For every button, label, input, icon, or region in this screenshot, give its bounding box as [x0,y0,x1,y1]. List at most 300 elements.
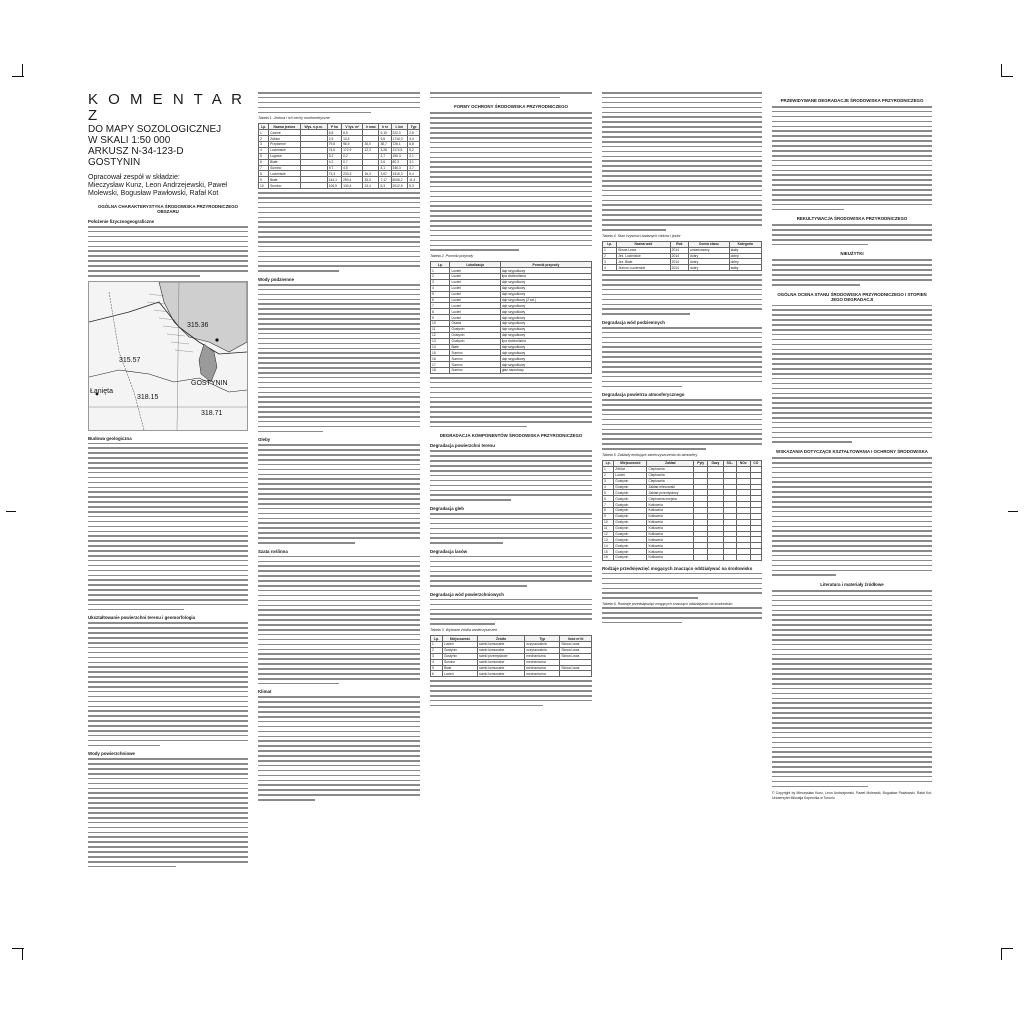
table-cell: Lucień [442,642,477,648]
section-heading: PRZEWIDYWANE DEGRADACJE ŚRODOWISKA PRZYRODNICZEGO [780,98,924,103]
table-cell: Lucień [442,671,477,677]
text-block [430,556,592,587]
table-cell: 10 [259,183,269,189]
table-header-cell: Ilość m³/d [560,636,592,642]
table-cell: 11 [603,525,614,531]
table-cell: Sumino [450,350,500,356]
table-cell: 1 [431,642,443,648]
table-cell: Gostynin [442,653,477,659]
table-cell: Lucień [450,279,500,285]
section-heading: OGÓLNA CHARAKTERYSTYKA ŚRODOWISKA PRZYRODNICZEGO OBSZARU [97,204,239,214]
subsection-heading: Wody podziemne [258,276,295,282]
text-block [430,92,592,98]
table-cell [560,671,592,677]
table-header-cell: V tys. m³ [342,124,363,130]
crop-mark [22,948,23,960]
table-cell: dobry [729,259,761,265]
table-cell: 5 [603,490,614,496]
table-cell: 2012,5 [391,183,408,189]
table-cell: dobry [689,259,730,265]
map-label: 318.71 [201,409,223,417]
table-cell: Gostynin [450,332,500,338]
table-cell: dąb szypułkowy [500,309,591,315]
table-cell: Kotłownia [647,513,694,519]
table-cell: 4 [603,265,617,271]
table-cell: 3 [431,653,443,659]
table-header-cell: Ocena stanu [689,241,730,247]
table-cell: Gostynin [614,502,647,508]
table-cell: 0,7 [342,159,363,165]
table-cell: 13,5 [342,136,363,142]
crop-mark [22,64,23,76]
table-cell: dąb szypułkowy [500,332,591,338]
table-cell: Gostynin [614,555,647,561]
subtitle-line-1: DO MAPY SOZOLOGICZNEJ [88,124,222,135]
table-cell: 16,3 [363,171,379,177]
table-header-cell: Miejscowość [614,461,647,467]
table-cell: 12,3 [363,147,379,153]
table-cell: 2,6 [408,130,420,136]
table-cell: Sumino [269,165,300,171]
table-header-cell: Rok [670,241,688,247]
text-block [258,696,420,800]
table-cell: 6 [431,297,450,303]
table-caption: Tabela 6. Rodzaje przedsięwzięć mogących znacząco oddziaływać na środowisko [602,602,733,607]
table-cell: 2 [603,253,617,259]
map-label: 315.36 [187,321,209,329]
table-cell: Przytomne [269,142,300,148]
table-cell: Skrwa Lewa [560,642,592,648]
column-5 [772,92,932,801]
table-cell: Skrwa Lewa [560,653,592,659]
text-block [88,443,248,611]
table-cell: Kotłownia [647,549,694,555]
table-cell: 8 [603,508,614,514]
text-block [430,377,592,428]
table-cell: 106,9 [327,183,341,189]
table-cell: dobry [689,265,730,271]
text-block [430,513,592,544]
table-cell: 7,17 [379,177,391,183]
table-row [431,671,592,677]
text-block [772,259,932,285]
table-header-cell: NOx [736,461,750,467]
table-cell: 5,3 [379,183,391,189]
table-cell: Gostynin [614,508,647,514]
text-block [602,274,762,315]
subsection-heading: Położenie fizycznogeograficzne [88,219,155,224]
table-cell: 233,3 [342,171,363,177]
table-cell: Gostynin [614,478,647,484]
authors-line-2: Molewski, Bogusław Pawłowski, Rafał Kot [88,190,219,197]
table-cell: Lucieńskie [269,147,300,153]
text-block [258,556,420,685]
table-cell: 2,5 [327,136,341,142]
table-cell: Gostynin [450,326,500,332]
subsection-heading: Degradacja powietrza atmosferycznego [602,392,685,398]
text-block [88,758,248,867]
table-cell: 74,6 [327,147,341,153]
table-cell: 1 [603,247,617,253]
table-cell: 1 [259,130,269,136]
table-caption: Tabela 5. Zakłady emitujące zanieczyszczenia do atmosfery [602,453,698,457]
table-cell: Sumino [450,356,500,362]
table-header-cell: Lokalizacja [450,262,500,268]
table-cell: Gostynin [442,647,477,653]
table-cell: 290,4 [342,177,363,183]
table-cell: Kotłownia [647,502,694,508]
nature-monuments-table [430,261,592,374]
table-cell: 73,3 [327,171,341,177]
table-cell: 26,0 [363,142,379,148]
table-cell: słaby [729,265,761,271]
subsection-heading: Szata roślinna [258,548,288,554]
table-cell: Kotłownia [647,525,694,531]
table-cell: 1 [603,466,614,472]
table-cell: Gostynin [614,549,647,555]
table-cell: Zakład mleczarski [647,484,694,490]
table-cell: Gostynin [614,519,647,525]
subsection-heading: Wody powierzchniowe [88,751,135,757]
table-cell: Czarne [269,130,300,136]
table-cell: Lucień [450,268,500,274]
text-block [602,573,762,599]
crop-mark [12,948,24,949]
table-cell: 5 [259,153,269,159]
table-cell: Lucieńskie [269,171,300,177]
table-cell: Kotłownia [647,508,694,514]
table-cell: 7 [603,502,614,508]
table-cell: 2014 [670,253,688,259]
table-cell: 33,3 [363,177,379,183]
table-cell: Gostynin [614,531,647,537]
table-cell: 96,9 [342,142,363,148]
table-header-cell: Lp. [431,262,450,268]
table-cell: 2014 [670,247,688,253]
text-block [602,399,762,450]
table-header-cell: Lp. [431,636,443,642]
table-cell: Kotłownia [647,543,694,549]
crop-mark [12,76,24,77]
table-cell: 15 [603,549,614,555]
table-cell: dąb szypułkowy [500,315,591,321]
text-block [88,622,248,746]
table-cell: Jez. Białe [617,259,671,265]
table-cell: 2014 [670,265,688,271]
table-cell: 8006,2 [391,177,408,183]
table-row [431,368,592,374]
section-heading: REKULTYWACJA ŚRODOWISKA PRZYRODNICZEGO [796,216,908,222]
table-caption: Tabela 4. Stan czystości badanych cieków i jezior [602,233,681,238]
table-cell: Gostynin [614,513,647,519]
location-map [88,281,248,431]
table-cell: 13,4 [363,183,379,189]
table-cell: Ciepłownia miejska [647,496,694,502]
table-cell [300,183,327,189]
column-2 [258,92,420,804]
table-cell: dąb szypułkowy [500,303,591,309]
table-cell: Kotłownia [647,555,694,561]
table-header-cell: Nazwa jeziora [269,124,300,130]
table-header-cell: Źródło [478,636,525,642]
table-cell: 3 [431,279,450,285]
text-block [430,680,592,706]
table-cell: ścieki komunalne [478,647,525,653]
table-cell: Ługowe [269,153,300,159]
table-cell: 222,0 [391,130,408,136]
table-cell [723,555,736,561]
table-header-cell: Typ [408,124,420,130]
table-cell: Jezioro Lucieńskie [617,265,671,271]
table-cell: 4,5 [342,165,363,171]
table-header-cell: SO₂ [723,461,736,467]
table-cell: ścieki komunalne [478,642,525,648]
table-header-cell: Lp. [603,461,614,467]
table-header-cell: Kategoria [729,241,761,247]
table-cell: ścieki komunalne [478,659,525,665]
text-block [258,284,420,432]
table-cell: 9 [431,315,450,321]
table-cell: 12 [431,332,450,338]
table-cell: 1174,5 [391,147,408,153]
copyright: © Copyright by Mieczysław Kunz, Leon Andrzejewski, Paweł Molewski, Bogusław Pawłowski, Rafał Kot, Uniwersytet Mikołaja Kopernika w Toruniu [772,791,932,801]
table-cell: Kotłownia [647,531,694,537]
table-cell: Gostynin [614,537,647,543]
table-cell: 9,8 [379,136,391,142]
table-cell: Białe [442,665,477,671]
table-cell: 2,7 [379,153,391,159]
table-cell: 4 [259,147,269,153]
table-cell: Ciepłownia [647,478,694,484]
table-cell: Lucień [450,274,500,280]
table-cell: Gostynin [614,525,647,531]
table-cell: 3 [259,142,269,148]
table-cell: 130,4 [342,183,363,189]
text-block [602,92,762,231]
table-header-cell: Lp. [259,124,269,130]
table-cell: 6,5 [342,130,363,136]
table-row [603,265,762,271]
table-header-cell: Lp. [603,241,617,247]
table-cell: 14 [431,344,450,350]
table-cell: 3,7 [408,165,420,171]
subsection-heading: Degradacja lasów [430,548,468,554]
table-cell: Lucień [450,291,500,297]
table-cell: 11 [431,326,450,332]
subsection-heading: Klimat [258,689,272,695]
table-cell: Gostynin [614,484,647,490]
map-label: 318.15 [137,393,159,401]
table-cell: 6,4 [408,171,420,177]
bibliography [772,590,932,787]
section-heading: FORMY OCHRONY ŚRODOWISKA PRZYRODNICZEGO [454,104,568,110]
registration-mark [1008,511,1018,512]
table-cell: 4,1 [379,165,391,171]
table-cell: Gostynin [614,543,647,549]
subtitle-line-3: ARKUSZ N-34-123-D [88,146,184,157]
table-cell: Sumino [450,368,500,374]
text-block [258,92,420,113]
table-header-cell: Zakład [647,461,694,467]
table-cell: 2,6 [379,159,391,165]
section-heading: DEGRADACJA KOMPONENTÓW ŚRODOWISKA PRZYRODNICZEGO [439,433,583,439]
document-title: K O M E N T A R Z [88,91,245,124]
table-cell: Lucień [450,285,500,291]
text-block [430,599,592,625]
subsection-heading: Degradacja powierzchni terenu [430,443,495,449]
authors-intro: Opracował zespół w składzie: [88,174,180,181]
table-cell: 9 [259,177,269,183]
table-cell: 5 [431,291,450,297]
crop-mark [1001,948,1013,949]
map-label: GOSTYNIN [191,379,228,387]
table-cell: 13 [603,537,614,543]
table-cell: 9 [603,513,614,519]
table-cell: dąb szypułkowy [500,268,591,274]
table-cell: słaby [729,247,761,253]
table-cell: 5,3 [408,183,420,189]
table-cell: 6 [259,159,269,165]
table-cell: 2,1 [408,153,420,159]
table-cell: 2 [431,647,443,653]
table-cell: umiarkowany [689,247,730,253]
table-cell: 38,7 [379,142,391,148]
column-1 [88,92,248,871]
table-cell: 5,15 [379,130,391,136]
table-cell: 346,3 [391,165,408,171]
table-header-cell: h max [363,124,379,130]
table-caption: Tabela 3. Wybrane źródła zanieczyszczeń [430,628,497,633]
table-row [603,555,762,561]
table-cell: 14 [603,543,614,549]
table-cell: 172,9 [342,147,363,153]
table-cell: 2014 [670,259,688,265]
table-cell: ścieki przemysłowe [478,653,525,659]
table-cell: 4 [431,659,443,665]
table-cell: 1716,3 [391,136,408,142]
table-cell: Skrwa Lewa [560,647,592,653]
table-cell: mechaniczna [525,665,560,671]
table-cell: 10 [431,321,450,327]
table-cell: 1 [431,268,450,274]
table-cell: 16 [431,356,450,362]
table-cell: 3,67 [379,171,391,177]
crop-mark [1001,948,1002,960]
table-cell: 16 [603,555,614,561]
table-cell: głaz narzutowy [500,368,591,374]
water-quality-table [602,241,762,271]
text-block [258,444,420,543]
table-cell [708,555,723,561]
table-cell: 6 [431,671,443,677]
table-header-cell: L km [391,124,408,130]
table-cell: Sumino [269,183,300,189]
location-map-drawing [89,282,247,430]
table-cell: 4 [603,484,614,490]
table-cell: Ciepłownia [647,472,694,478]
table-caption: Tabela 2. Pomniki przyrody [430,254,474,259]
column-3 [430,92,592,710]
table-cell: mechaniczna [525,653,560,659]
table-cell: dąb szypułkowy [500,350,591,356]
table-cell: 3 [603,478,614,484]
table-cell: dąb szypułkowy [500,291,591,297]
table-cell: 7 [431,303,450,309]
table-cell: mechaniczna [525,671,560,677]
table-cell: 6,2 [408,147,420,153]
table-cell: 13 [431,338,450,344]
table-cell: 0,2 [342,153,363,159]
section-heading: NIEUŻYTKI [840,251,864,257]
table-cell: 8 [431,309,450,315]
table-cell: ścieki komunalne [478,671,525,677]
text-block [430,112,592,251]
table-cell: 18 [431,368,450,374]
table-cell: dąb szypułkowy [500,321,591,327]
table-cell: 11,4 [408,177,420,183]
text-block [772,457,932,576]
table-cell: 4,4 [408,136,420,142]
column-4 [602,92,762,627]
table-cell: 3,26 [379,147,391,153]
table-cell: 79,6 [327,142,341,148]
table-cell: 4,2 [327,159,341,165]
air-emission-table [602,460,762,561]
table-cell: Gostynin [450,338,500,344]
subtitle-line-4: GOSTYNIN [88,157,141,168]
subsection-heading: Budowa geologiczna [88,435,132,441]
table-cell: dąb szypułkowy [500,326,591,332]
table-header-cell: Typ [525,636,560,642]
table-cell: Skrwa Lewa [617,247,671,253]
table-cell: 6,8 [327,130,341,136]
table-cell: 3 [603,259,617,265]
crop-mark [1001,64,1002,76]
section-heading: OGÓLNA OCENA STANU ŚRODOWISKA PRZYRODNICZEGO I STOPIEŃ JEGO DEGRADACJI [777,291,927,302]
table-cell: 6,8 [408,142,420,148]
text-block [88,226,248,277]
text-block [772,305,932,444]
table-cell: Sumino [442,659,477,665]
table-cell: 2 [603,472,614,478]
table-cell: 2 [259,136,269,142]
authors-line-1: Mieczysław Kunz, Leon Andrzejewski, Paweł [88,182,227,189]
table-header-cell: Miejscowość [442,636,477,642]
table-cell: Ciepłownia [647,466,694,472]
subsection-heading: Ukształtowanie powierzchni terenu i geomorfologia [88,615,196,621]
table-cell: Zakład przemysłowy [647,490,694,496]
table-caption: Tabela 1. Jeziora i ich cechy morfometryczne [258,116,330,121]
table-header-cell: Gazy [708,461,723,467]
table-cell: Kotłownia [647,537,694,543]
pollution-sources-table [430,635,592,677]
table-cell: mechaniczna [525,659,560,665]
table-cell: dąb szypułkowy [500,362,591,368]
table-cell [750,555,761,561]
map-label: Łanięta [90,387,113,395]
table-cell: Gostynin [614,490,647,496]
registration-mark [6,511,16,512]
table-cell: Białe [269,159,300,165]
text-block [258,192,420,272]
text-block [602,327,762,387]
table-cell: 15 [431,350,450,356]
table-cell: dobry [729,253,761,259]
table-cell: 10 [603,519,614,525]
table-cell: Białe [450,344,500,350]
table-cell: 1516,3 [391,171,408,177]
table-cell: 8 [259,171,269,177]
